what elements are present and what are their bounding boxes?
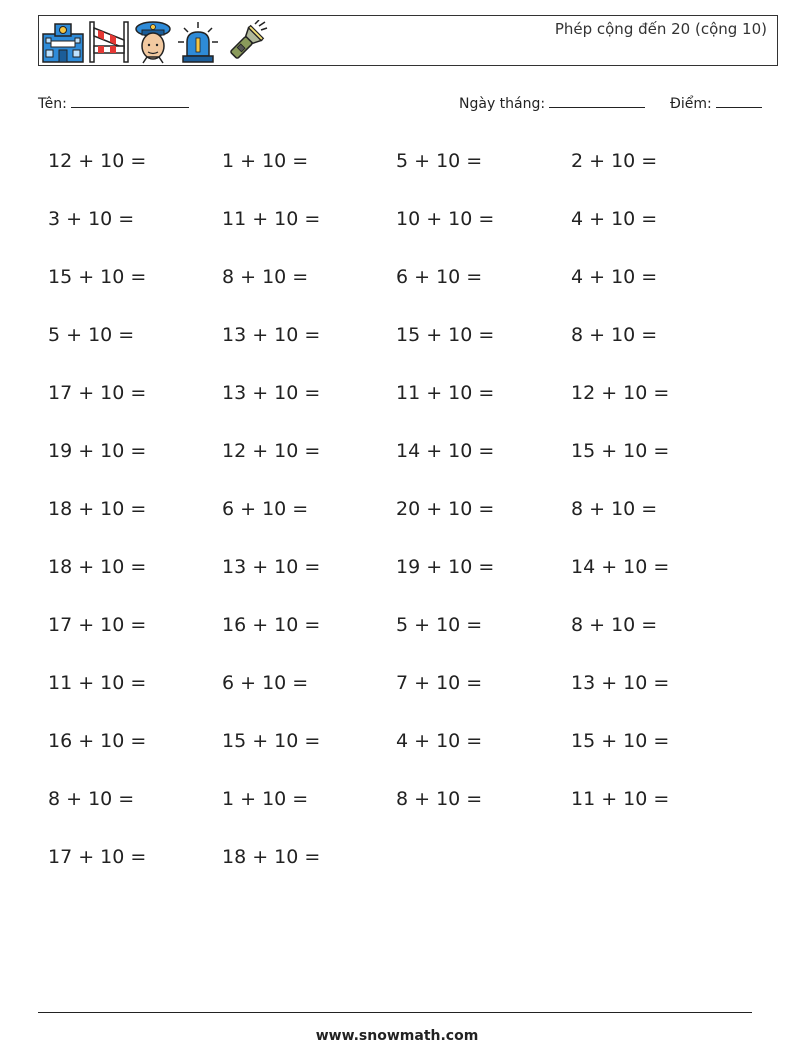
problem-item: 13 + 10 = (222, 324, 321, 346)
problem-item: 13 + 10 = (222, 382, 321, 404)
problem-item: 14 + 10 = (396, 440, 495, 462)
score-label: Điểm: (670, 96, 712, 112)
problem-item: 11 + 10 = (222, 208, 321, 230)
date-label: Ngày tháng: (459, 96, 546, 112)
problem-item: 4 + 10 = (571, 266, 658, 288)
problem-item: 5 + 10 = (396, 150, 483, 172)
footer-divider (38, 1012, 752, 1013)
problem-item: 4 + 10 = (571, 208, 658, 230)
worksheet-header (38, 15, 778, 66)
problem-item: 19 + 10 = (396, 556, 495, 578)
problem-item: 15 + 10 = (571, 730, 670, 752)
problem-item: 1 + 10 = (222, 150, 309, 172)
police-officer-icon (133, 19, 173, 65)
problem-item: 6 + 10 = (396, 266, 483, 288)
problem-item: 8 + 10 = (571, 614, 658, 636)
problem-item: 8 + 10 = (48, 788, 135, 810)
road-barrier-icon (88, 20, 130, 64)
problem-item: 12 + 10 = (571, 382, 670, 404)
name-label: Tên: (38, 96, 67, 112)
problem-item: 12 + 10 = (222, 440, 321, 462)
problem-item: 16 + 10 = (222, 614, 321, 636)
problem-item: 1 + 10 = (222, 788, 309, 810)
score-blank[interactable] (716, 93, 762, 108)
footer-website: www.snowmath.com (315, 1028, 479, 1044)
problem-item: 18 + 10 = (222, 846, 321, 868)
problem-item: 14 + 10 = (571, 556, 670, 578)
date-field (459, 93, 645, 112)
problem-item: 10 + 10 = (396, 208, 495, 230)
problem-item: 12 + 10 = (48, 150, 147, 172)
problem-item: 8 + 10 = (222, 266, 309, 288)
problem-item: 15 + 10 = (571, 440, 670, 462)
problem-item: 11 + 10 = (396, 382, 495, 404)
problem-item: 8 + 10 = (571, 498, 658, 520)
problem-item: 11 + 10 = (48, 672, 147, 694)
problem-item: 15 + 10 = (48, 266, 147, 288)
name-blank[interactable] (71, 93, 189, 108)
header-icons (41, 19, 269, 65)
problem-item: 4 + 10 = (396, 730, 483, 752)
problem-item: 11 + 10 = (571, 788, 670, 810)
name-field (38, 93, 189, 112)
problem-item: 19 + 10 = (48, 440, 147, 462)
problem-item: 13 + 10 = (222, 556, 321, 578)
problem-item: 5 + 10 = (396, 614, 483, 636)
score-field (670, 93, 762, 112)
flashlight-icon (223, 20, 269, 64)
problem-item: 8 + 10 = (571, 324, 658, 346)
problem-item: 2 + 10 = (571, 150, 658, 172)
date-blank[interactable] (549, 93, 645, 108)
problem-item: 15 + 10 = (396, 324, 495, 346)
problem-item: 18 + 10 = (48, 498, 147, 520)
police-station-icon (41, 20, 85, 64)
problem-item: 17 + 10 = (48, 614, 147, 636)
problem-item: 6 + 10 = (222, 672, 309, 694)
problem-item: 5 + 10 = (48, 324, 135, 346)
problem-item: 13 + 10 = (571, 672, 670, 694)
siren-light-icon (176, 20, 220, 64)
problem-item: 16 + 10 = (48, 730, 147, 752)
problem-item: 7 + 10 = (396, 672, 483, 694)
page-title: Phép cộng đến 20 (cộng 10) (554, 20, 767, 38)
problem-item: 20 + 10 = (396, 498, 495, 520)
problem-item: 3 + 10 = (48, 208, 135, 230)
problem-item: 6 + 10 = (222, 498, 309, 520)
problem-item: 18 + 10 = (48, 556, 147, 578)
problem-item: 8 + 10 = (396, 788, 483, 810)
problem-item: 17 + 10 = (48, 846, 147, 868)
problem-grid (48, 140, 748, 894)
problem-item: 17 + 10 = (48, 382, 147, 404)
problem-item: 15 + 10 = (222, 730, 321, 752)
